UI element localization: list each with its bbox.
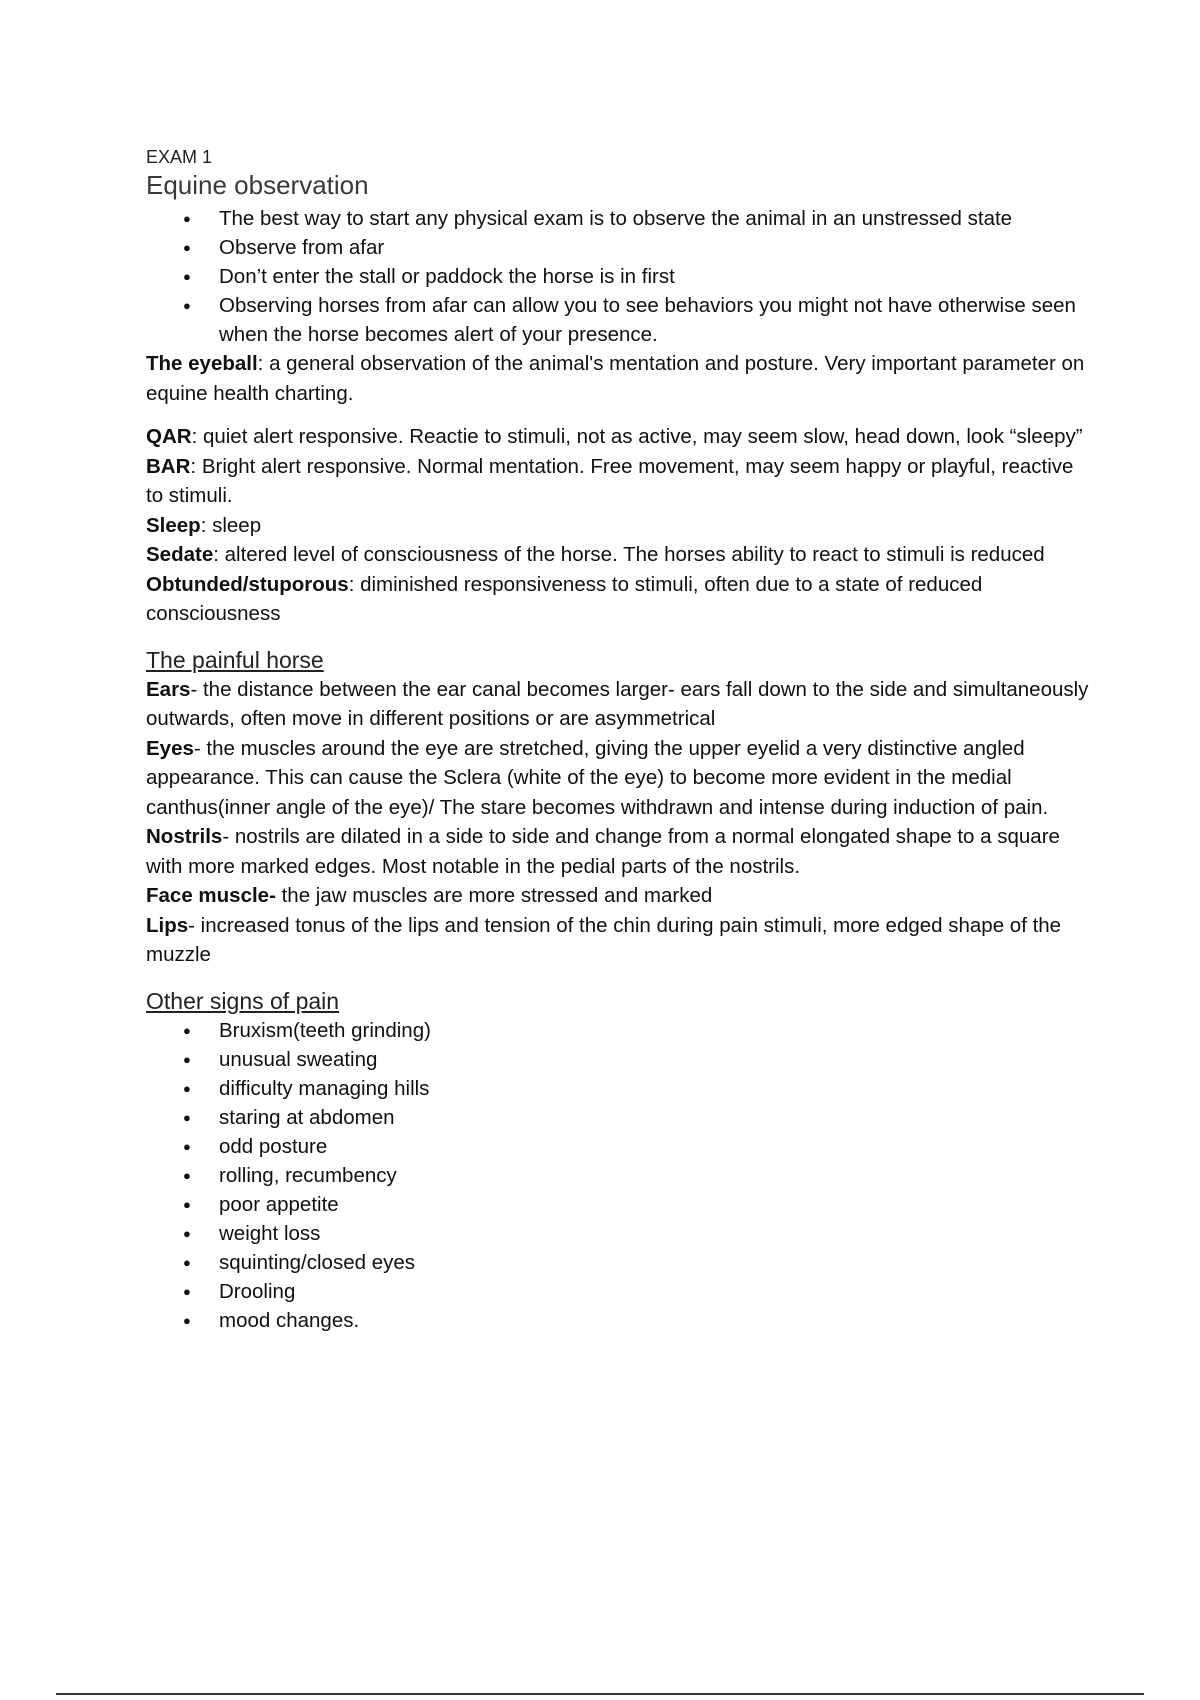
other-signs-heading: Other signs of pain [146,987,340,1014]
term-text: : Bright alert responsive. Normal mentation. Free movement, may seem happy or playful, reactive to stimuli. [146,454,1074,507]
list-item: ● poor appetite [219,1190,1096,1219]
list-item: ● mood changes. [219,1306,1096,1335]
qar-definition [146,422,1096,452]
term-label: Sleep [146,513,201,537]
list-item: ● Observing horses from afar can allow you to see behaviors you might not have otherwise seen when the horse becomes alert of your presence. [219,291,1096,349]
spacer [146,408,1096,422]
list-item: ● rolling, recumbency [219,1161,1096,1190]
other-signs-list [146,1016,1096,1335]
list-item: ● Observe from afar [219,233,1096,262]
list-item: ● weight loss [219,1219,1096,1248]
term-text: - nostrils are dilated in a side to side and change from a normal elongated shape to a square with more marked edges. Most notable in the pedial parts of the nostrils. [146,825,1060,878]
term-label: Sedate [146,543,214,566]
list-item: ● Drooling [219,1277,1096,1306]
term-text: - the distance between the ear canal becomes larger- ears fall down to the side and simultaneously outwards, often move in different positions or are asymmetrical [146,677,1089,730]
obtunded-definition [146,570,1096,629]
list-item: ● squinting/closed eyes [219,1248,1096,1277]
list-item: ● Don’t enter the stall or paddock the horse is in first [219,262,1096,291]
list-item: ● The best way to start any physical exam is to observe the animal in an unstressed state [219,204,1096,233]
bar-definition [146,452,1096,511]
eyes-definition [146,734,1096,823]
term-label: The eyeball [146,352,258,375]
sedate-definition [146,540,1096,570]
list-item: ● Bruxism(teeth grinding) [219,1016,1096,1045]
ears-definition [146,675,1096,734]
sleep-definition [146,511,1096,541]
term-label: Lips [146,913,189,937]
term-text: - the muscles around the eye are stretched, giving the upper eyelid a very distinctive angled appearance. This can cause the Sclera (white of the eye) to become more evident in the medial canthus(inner angle of the eye)/ The stare becomes withdrawn and intense during induction of pain. [146,736,1049,819]
painful-horse-heading: The painful horse [146,646,324,673]
term-text: : a general observation of the animal's mentation and posture. Very important parameter on equine health charting. [146,352,1085,405]
list-item: ● difficulty managing hills [219,1074,1096,1103]
term-text: - increased tonus of the lips and tension of the chin during pain stimuli, more edged shape of the muzzle [146,913,1062,966]
term-label: Nostrils [146,825,223,848]
term-label: BAR [146,454,191,478]
face-muscle-definition [146,881,1096,911]
term-text: : diminished responsiveness to stimuli, often due to a state of reduced consciousness [146,572,983,625]
document-page [146,146,1096,1335]
page-title: Equine observation [146,170,369,200]
term-label: QAR [146,425,192,448]
term-label: Eyes [146,736,194,760]
term-text: the jaw muscles are more stressed and marked [275,884,713,907]
term-text: : altered level of consciousness of the horse. The horses ability to react to stimuli is reduced [213,543,1045,566]
list-item: ● odd posture [219,1132,1096,1161]
page-bottom-divider [56,1693,1144,1695]
list-item: ● staring at abdomen [219,1103,1096,1132]
term-text: : sleep [200,513,262,537]
observation-bullet-list [146,204,1096,349]
nostrils-definition [146,822,1096,881]
term-label: Obtunded/stuporous [146,572,349,596]
exam-label: EXAM 1 [146,147,213,167]
term-text: : quiet alert responsive. Reactie to stimuli, not as active, may seem slow, head down, look “sleepy” [191,425,1083,448]
term-label: Ears [146,677,191,701]
lips-definition [146,911,1096,970]
list-item: ● unusual sweating [219,1045,1096,1074]
term-label: Face muscle- [146,884,276,907]
eyeball-definition [146,349,1096,408]
